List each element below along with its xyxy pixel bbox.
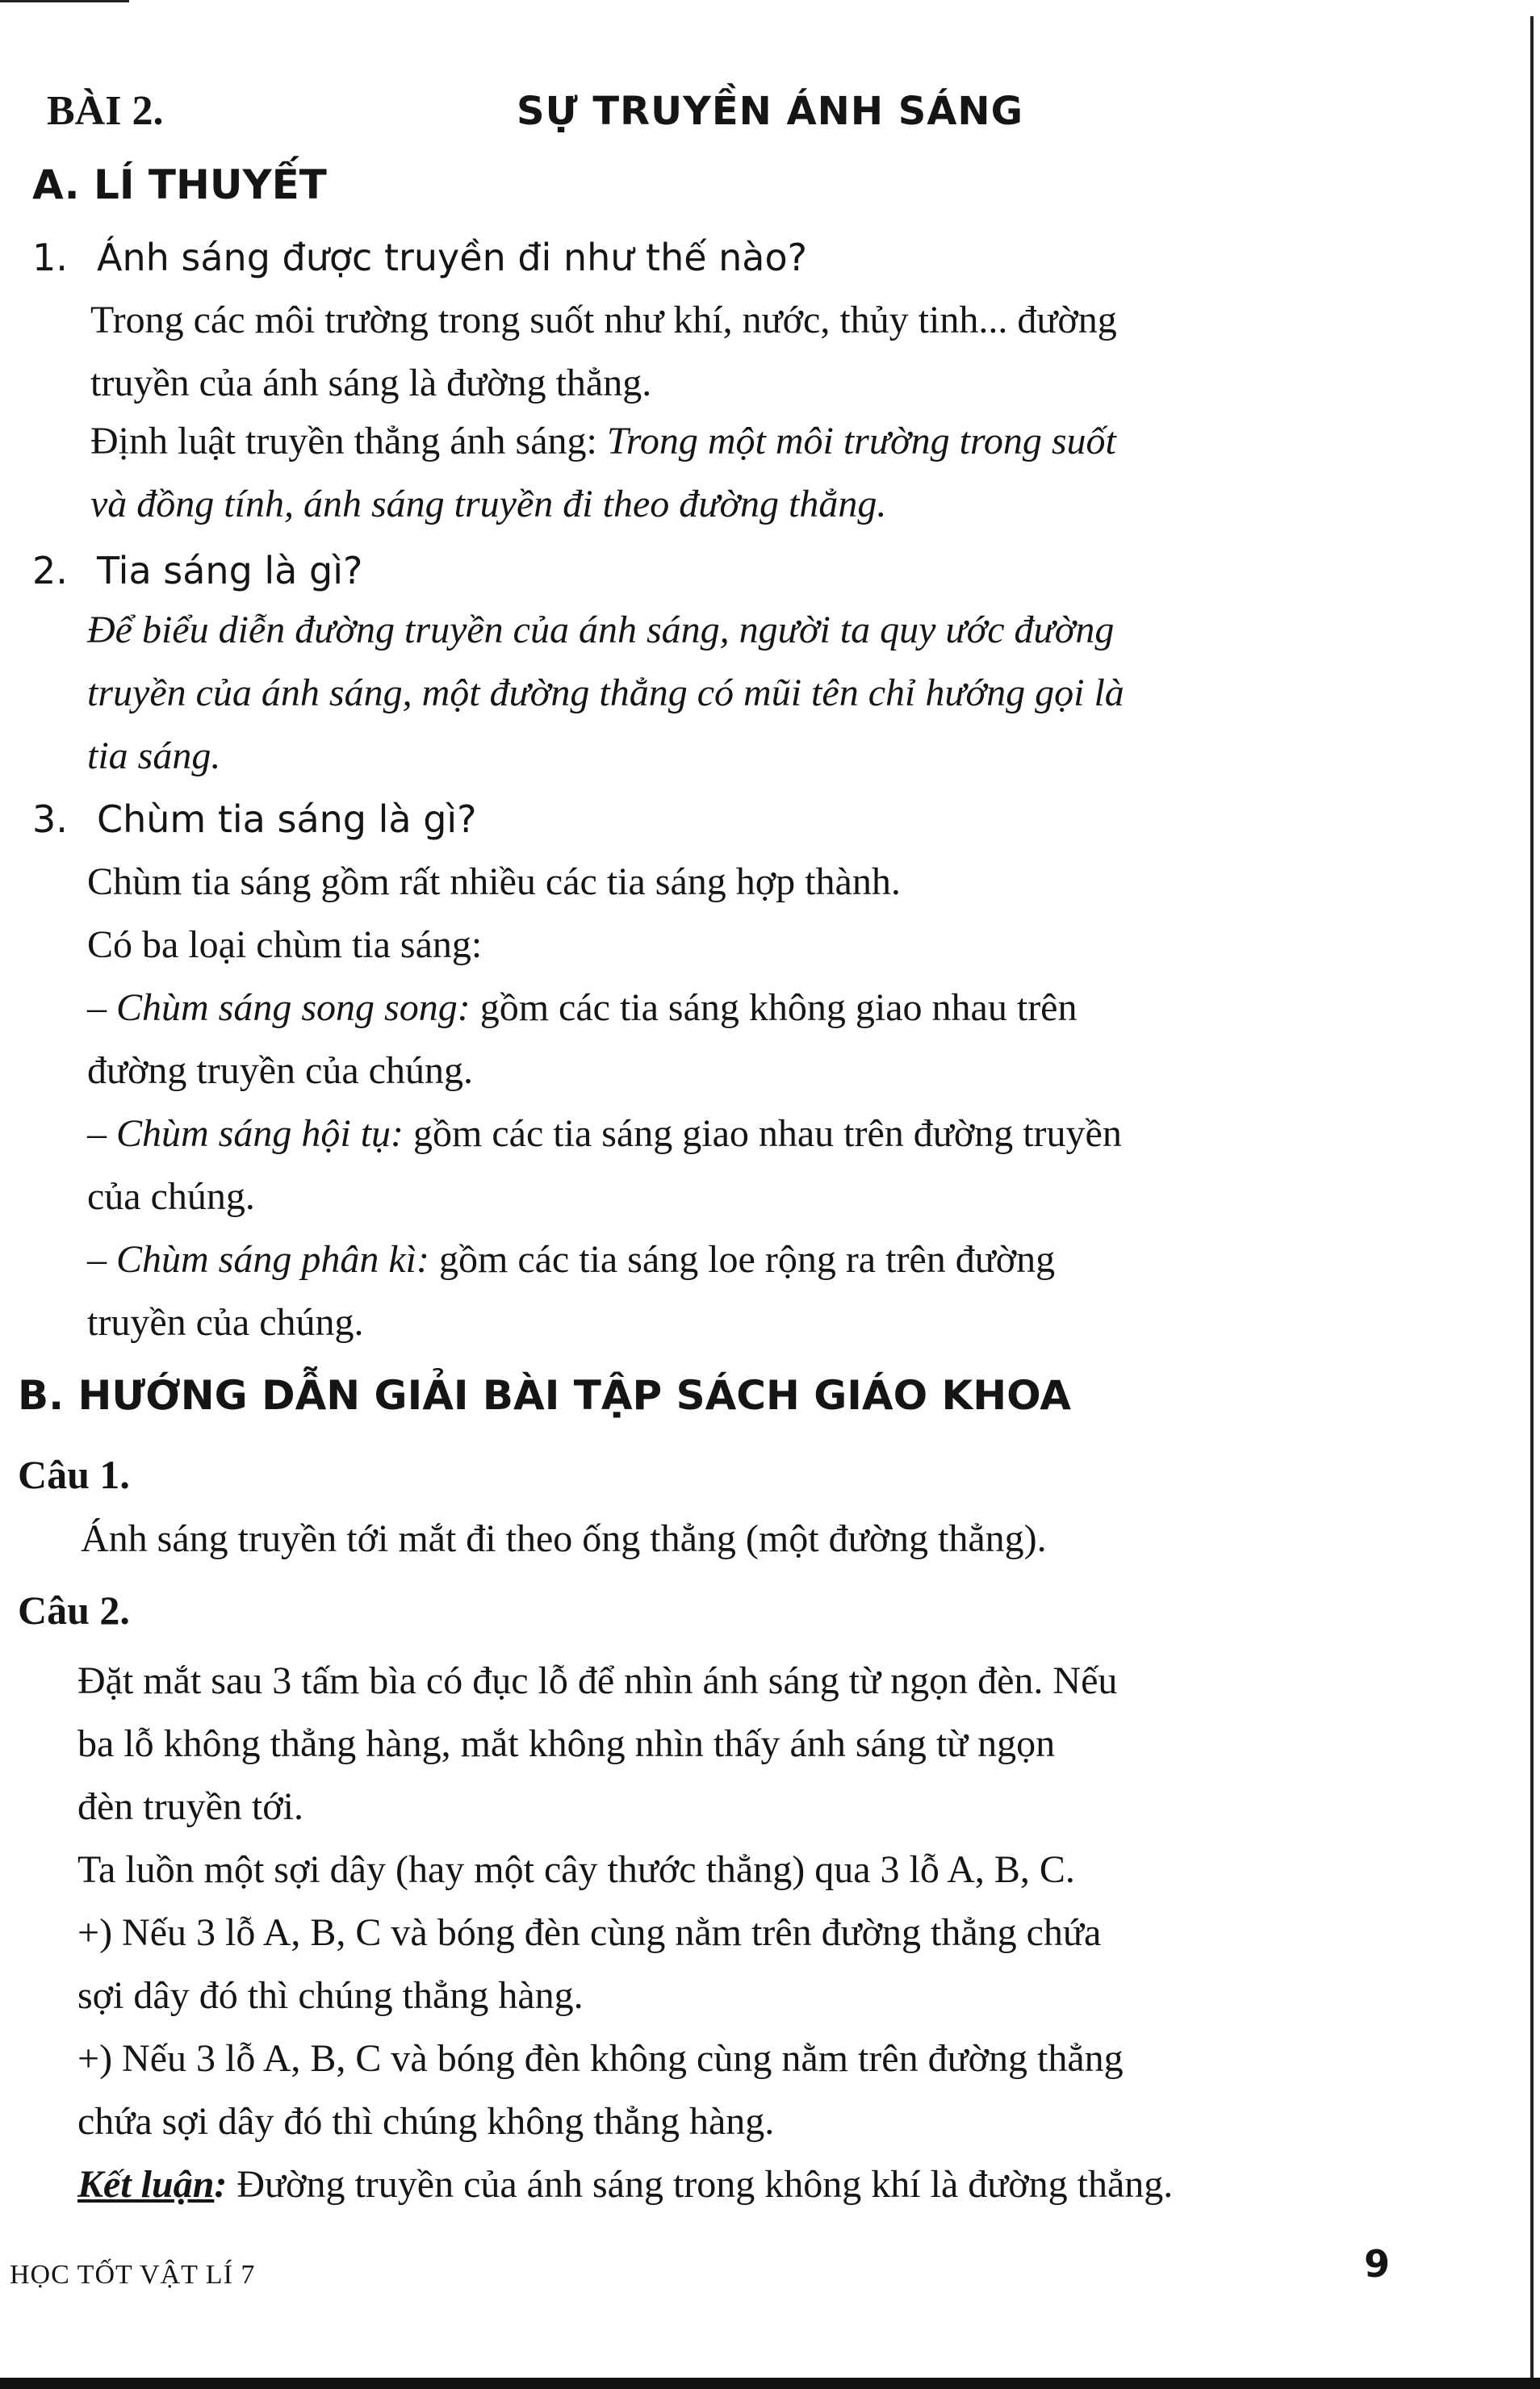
law-statement: Trong một môi trường trong suốt <box>606 420 1116 462</box>
bullet-text: gồm các tia sáng giao nhau trên đường truyền <box>404 1112 1122 1155</box>
text-line: tia sáng. <box>87 734 221 777</box>
cau-1-label: Câu 1. <box>18 1452 130 1497</box>
question-title: Chùm tia sáng là gì? <box>97 797 477 841</box>
question-3-heading <box>32 797 477 841</box>
bottom-edge-band <box>0 2378 1540 2389</box>
page-number: 9 <box>1364 2242 1391 2286</box>
question-number: 3. <box>32 797 68 841</box>
text-line: Đặt mắt sau 3 tấm bìa có đục lỗ để nhìn ánh sáng từ ngọn đèn. Nếu <box>77 1659 1118 1702</box>
cau-2-label: Câu 2. <box>18 1588 130 1633</box>
question-1-heading <box>32 236 807 279</box>
question-title: Tia sáng là gì? <box>97 549 363 592</box>
bullet-divergent <box>87 1228 1122 1291</box>
text-line: Có ba loại chùm tia sáng: <box>87 923 483 966</box>
q3-content <box>87 851 1122 1354</box>
question-number: 1. <box>32 236 68 279</box>
law-lead: Định luật truyền thẳng ánh sáng: <box>90 420 607 462</box>
text-line: truyền của ánh sáng là đường thẳng. <box>90 362 652 404</box>
top-edge-line <box>0 0 129 2</box>
bullet-term: – Chùm sáng phân kì: <box>87 1238 429 1281</box>
cau-2-content <box>77 1650 1173 2216</box>
bullet-text: gồm các tia sáng loe rộng ra trên đường <box>429 1238 1056 1281</box>
question-title: Ánh sáng được truyền đi như thế nào? <box>97 236 808 279</box>
text-line: Trong các môi trường trong suốt như khí, nước, thủy tinh... đường <box>90 299 1117 341</box>
conclusion-text: Đường truyền của ánh sáng trong không khí là đường thẳng. <box>227 2163 1174 2206</box>
law-statement: và đồng tính, ánh sáng truyền đi theo đường thẳng. <box>90 483 887 525</box>
q1-paragraph-1 <box>90 289 1117 415</box>
text-line: ba lỗ không thẳng hàng, mắt không nhìn thấy ánh sáng từ ngọn <box>77 1722 1056 1765</box>
right-edge-line <box>1530 16 1534 2389</box>
bullet-term: – Chùm sáng song song: <box>87 986 471 1029</box>
conclusion-line <box>77 2153 1173 2216</box>
cau-1-answer: Ánh sáng truyền tới mắt đi theo ống thẳng (một đường thẳng). <box>81 1517 1047 1560</box>
text-line: sợi dây đó thì chúng thẳng hàng. <box>77 1974 584 2017</box>
text-line: Chùm tia sáng gồm rất nhiều các tia sáng hợp thành. <box>87 860 901 903</box>
bullet-text: gồm các tia sáng không giao nhau trên <box>470 986 1078 1029</box>
text-line: đèn truyền tới. <box>77 1785 303 1828</box>
bullet-convergent <box>87 1102 1122 1165</box>
text-line: đường truyền của chúng. <box>87 1049 473 1092</box>
section-b-title: B. HƯỚNG DẪN GIẢI BÀI TẬP SÁCH GIÁO KHOA <box>18 1372 1071 1419</box>
bullet-term: – Chùm sáng hội tụ: <box>87 1112 404 1155</box>
section-a-title: A. LÍ THUYẾT <box>32 161 327 208</box>
lesson-title: SỰ TRUYỀN ÁNH SÁNG <box>517 89 1023 134</box>
text-line <box>90 410 1116 473</box>
text-line: Để biểu diễn đường truyền của ánh sáng, người ta quy ước đường <box>87 609 1115 651</box>
question-number: 2. <box>32 549 68 592</box>
text-line: +) Nếu 3 lỗ A, B, C và bóng đèn cùng nằm trên đường thẳng chứa <box>77 1911 1102 1954</box>
q1-paragraph-2 <box>90 410 1116 536</box>
footer-book-title: HỌC TỐT VẬT LÍ 7 <box>10 2260 256 2290</box>
q2-paragraph <box>87 599 1124 788</box>
text-line: +) Nếu 3 lỗ A, B, C và bóng đèn không cùng nằm trên đường thẳng <box>77 2037 1124 2080</box>
text-line: truyền của ánh sáng, một đường thẳng có mũi tên chỉ hướng gọi là <box>87 672 1124 714</box>
text-line: truyền của chúng. <box>87 1301 364 1344</box>
text-line: của chúng. <box>87 1175 255 1218</box>
question-2-heading <box>32 549 362 592</box>
text-line: chứa sợi dây đó thì chúng không thẳng hàng. <box>77 2100 775 2143</box>
lesson-number: BÀI 2. <box>47 88 164 134</box>
bullet-parallel <box>87 977 1122 1040</box>
text-line <box>90 473 1116 536</box>
conclusion-colon: : <box>214 2163 228 2206</box>
conclusion-label: Kết luận <box>77 2163 215 2206</box>
text-line: Ta luồn một sợi dây (hay một cây thước thẳng) qua 3 lỗ A, B, C. <box>77 1848 1075 1891</box>
